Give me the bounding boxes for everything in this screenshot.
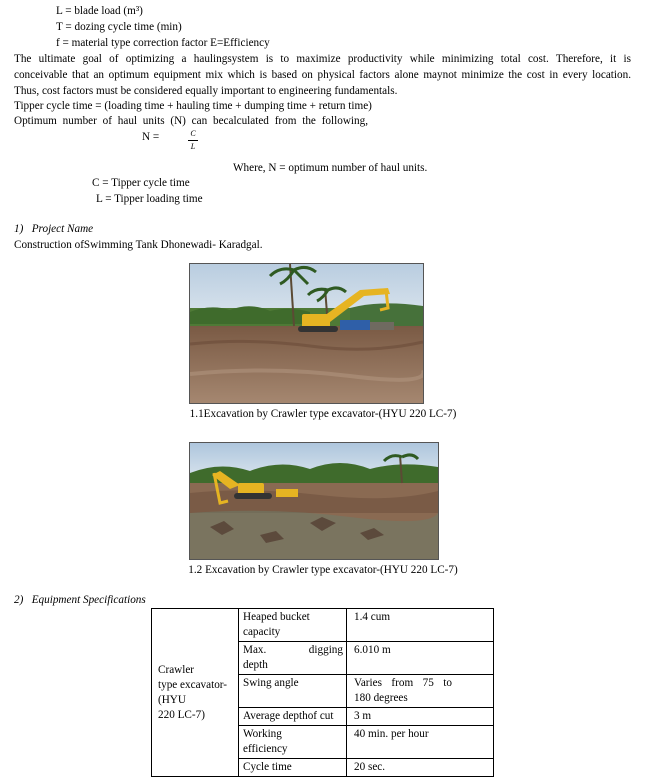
formula-l-definition: L = Tipper loading time [96, 193, 203, 205]
paragraph-line-1: The ultimate goal of optimizing a haulingsystem is to maximize productivity while minimizing total cost. Therefore, it is [14, 53, 631, 65]
figure-1-caption: 1.1Excavation by Crawler type excavator-(HYU 220 LC-7) [189, 408, 457, 420]
param-average-depth-of-cut: Average depthof cut [239, 708, 347, 726]
value-bucket-capacity: 1.4 cum [347, 609, 494, 642]
value-average-depth-of-cut: 3 m [347, 708, 494, 726]
figure-2-caption: 1.2 Excavation by Crawler type excavator-(HYU 220 LC-7) [188, 564, 458, 576]
value-swing-angle: Varies from 75 to 180 degrees [347, 675, 494, 708]
project-name: Construction ofSwimming Tank Dhonewadi- Karadgal. [14, 239, 263, 251]
formula-denominator: L [190, 142, 196, 151]
paragraph-line-3: Thus, cost factors must be considered equally important to engineering fundamentals. [14, 85, 398, 97]
definition-dozing-cycle-time: T = dozing cycle time (min) [56, 21, 182, 33]
section-1-heading: 1) Project Name [14, 223, 94, 235]
formula-lhs: N = [142, 131, 160, 143]
fraction-bar [188, 140, 198, 141]
param-cycle-time: Cycle time [239, 759, 347, 777]
formula-fraction [188, 129, 198, 152]
value-digging-depth: 6.010 m [347, 642, 494, 675]
param-digging-depth: Max. digging depth [239, 642, 347, 675]
paragraph-line-2: conceivable that an optimum equipment mix which is based on physical factors alone maynot minimize the cost in every location. [14, 69, 631, 81]
equipment-name-cell: Crawler type excavator- (HYU 220 LC-7) [152, 609, 239, 777]
param-working-efficiency: Working efficiency [239, 726, 347, 759]
definition-blade-load: L = blade load (m³) [56, 5, 143, 17]
formula-where-text: Where, N = optimum number of haul units. [233, 162, 428, 174]
excavation-photo-1 [189, 263, 424, 404]
value-working-efficiency: 40 min. per hour [347, 726, 494, 759]
param-swing-angle: Swing angle [239, 675, 347, 708]
formula-numerator: C [190, 129, 196, 138]
definition-correction-factor: f = material type correction factor E=Efficiency [56, 37, 270, 49]
equipment-specifications-table [151, 608, 494, 777]
param-bucket-capacity: Heaped bucket capacity [239, 609, 347, 642]
tipper-cycle-time-text: Tipper cycle time = (loading time + hauling time + dumping time + return time) [14, 100, 372, 112]
formula-c-definition: C = Tipper cycle time [92, 177, 190, 189]
section-2-heading: 2) Equipment Specifications [14, 594, 146, 606]
optimum-haul-units-text: Optimum number of haul units (N) can becalculated from the following, [14, 115, 368, 127]
excavation-photo-2 [189, 442, 439, 560]
value-cycle-time: 20 sec. [347, 759, 494, 777]
table-row [152, 609, 494, 642]
